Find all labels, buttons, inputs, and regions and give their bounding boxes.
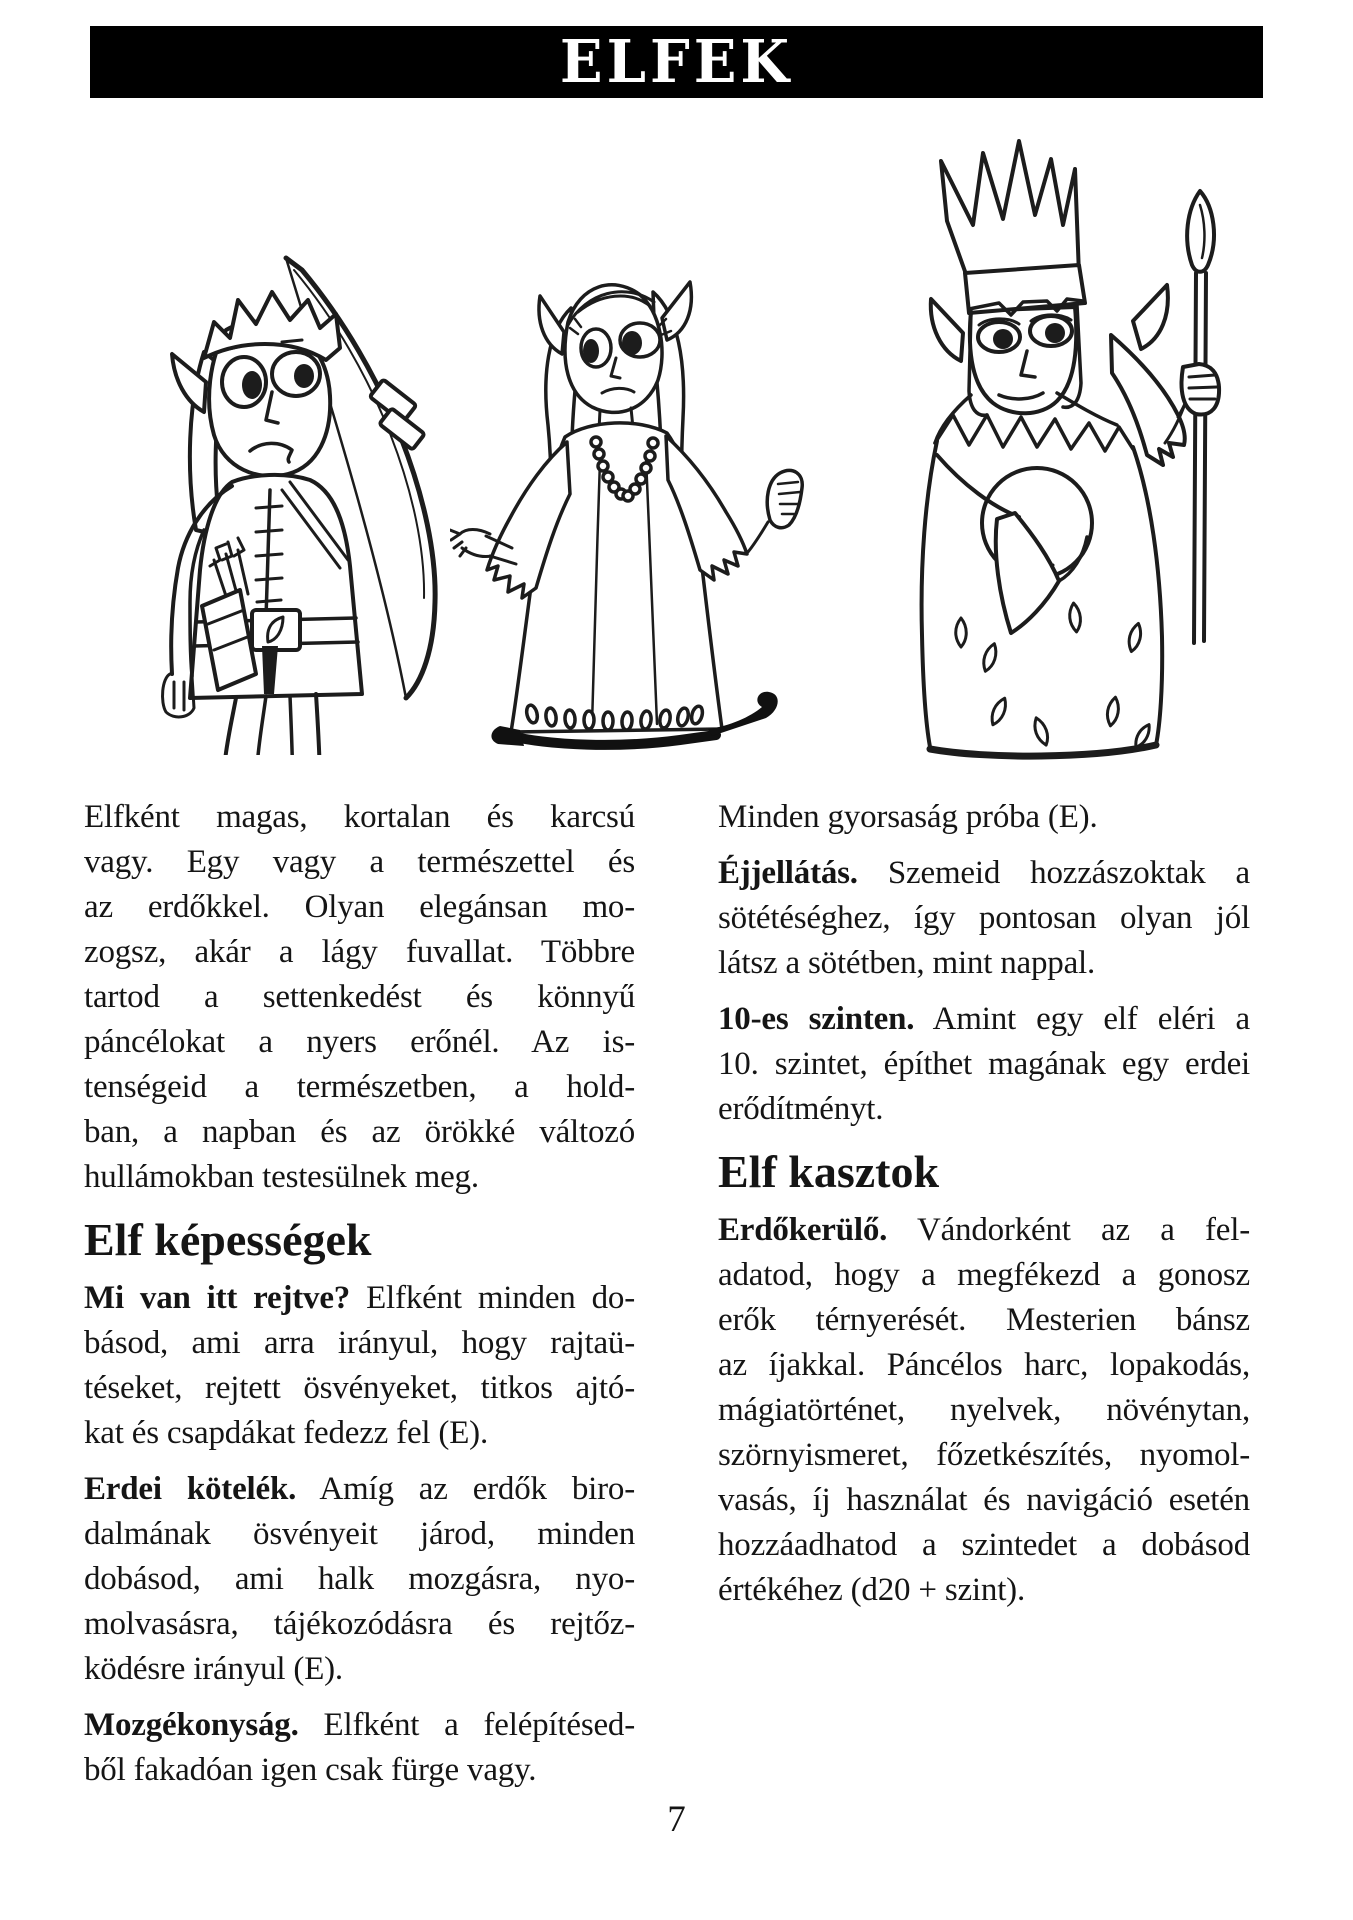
paragraph [84, 1276, 635, 1456]
text-line: básod, ami arra irányul, hogy rajtaü- [84, 1325, 635, 1361]
paragraph [84, 1467, 635, 1692]
page-footer [0, 1798, 1353, 1841]
chapter-banner [90, 26, 1263, 98]
text-line: téseket, rejtett ösvényeket, titkos ajtó- [84, 1370, 635, 1406]
text-line: vasás, íj használat és navigáció esetén [718, 1482, 1250, 1518]
chapter-title: ELFEK [559, 27, 794, 97]
text-line: 10. szintet, építhet magának egy erdei [718, 1046, 1250, 1082]
paragraph [718, 795, 1250, 840]
text-line: hozzáadhatod a szintedet a dobásod [718, 1527, 1250, 1563]
text-line: mágiatörténet, nyelvek, növénytan, [718, 1392, 1250, 1428]
text-line: Mozgékonyság. Elfként a felépítésed- [84, 1707, 635, 1743]
text-line: az erdőkkel. Olyan elegánsan mo- [84, 889, 635, 925]
text-line: Minden gyorsaság próba (E). [718, 799, 1098, 835]
text-line: ban, a napban és az örökké változó [84, 1114, 635, 1150]
text-line: Mi van itt rejtve? Elfként minden do- [84, 1280, 635, 1316]
text-line: szörnyismeret, főzetkészítés, nyomol- [718, 1437, 1250, 1473]
text-line: vagy. Egy vagy a természettel és [84, 844, 635, 880]
paragraph [84, 795, 635, 1200]
text-line: tenségeid a természetben, a hold- [84, 1069, 635, 1105]
text-line: dobásod, ami halk mozgásra, nyo- [84, 1561, 635, 1597]
text-line: erők térnyerését. Mesterien bánsz [718, 1302, 1250, 1338]
elf-woman-illustration [450, 230, 820, 755]
elf-king-illustration [915, 125, 1260, 760]
text-line: sötétéséghez, így pontosan olyan jól [718, 900, 1250, 936]
text-line: zogsz, akár a lágy fuvallat. Többre [84, 934, 635, 970]
text-line: 10-es szinten. Amint egy elf eléri a [718, 1001, 1250, 1037]
text-line: erődítményt. [718, 1091, 884, 1127]
text-line: hullámokban testesülnek meg. [84, 1159, 479, 1195]
elf-archer-illustration [140, 230, 450, 755]
text-line: látsz a sötétben, mint nappal. [718, 945, 1096, 981]
section-heading: Elf képességek [84, 1214, 372, 1265]
paragraph [718, 997, 1250, 1132]
paragraph [718, 851, 1250, 986]
text-line: Erdőkerülő. Vándorként az a fel- [718, 1212, 1250, 1248]
text-line: ködésre irányul (E). [84, 1651, 343, 1687]
text-line: kat és csapdákat fedezz fel (E). [84, 1415, 489, 1451]
text-line: páncélokat a nyers erőnél. Az is- [84, 1024, 635, 1060]
text-line: Éjjellátás. Szemeid hozzászoktak a [718, 855, 1250, 891]
text-line: tartod a settenkedést és könnyű [84, 979, 635, 1015]
text-line: ből fakadóan igen csak fürge vagy. [84, 1752, 537, 1788]
text-line: adatod, hogy a megfékezd a gonosz [718, 1257, 1250, 1293]
text-line: az íjakkal. Páncélos harc, lopakodás, [718, 1347, 1250, 1383]
text-line: értékéhez (d20 + szint). [718, 1572, 1026, 1608]
text-line: Elfként magas, kortalan és karcsú [84, 799, 635, 835]
text-line: Erdei kötelék. Amíg az erdők biro- [84, 1471, 635, 1507]
text-line: molvasásra, tájékozódásra és rejtőz- [84, 1606, 635, 1642]
paragraph [718, 1208, 1250, 1613]
text-line: dalmának ösvényeit járod, minden [84, 1516, 635, 1552]
right-column [718, 795, 1250, 1624]
paragraph [84, 1703, 635, 1793]
section-heading: Elf kasztok [718, 1146, 940, 1197]
left-column [84, 795, 635, 1804]
page-number: 7 [667, 1799, 686, 1840]
